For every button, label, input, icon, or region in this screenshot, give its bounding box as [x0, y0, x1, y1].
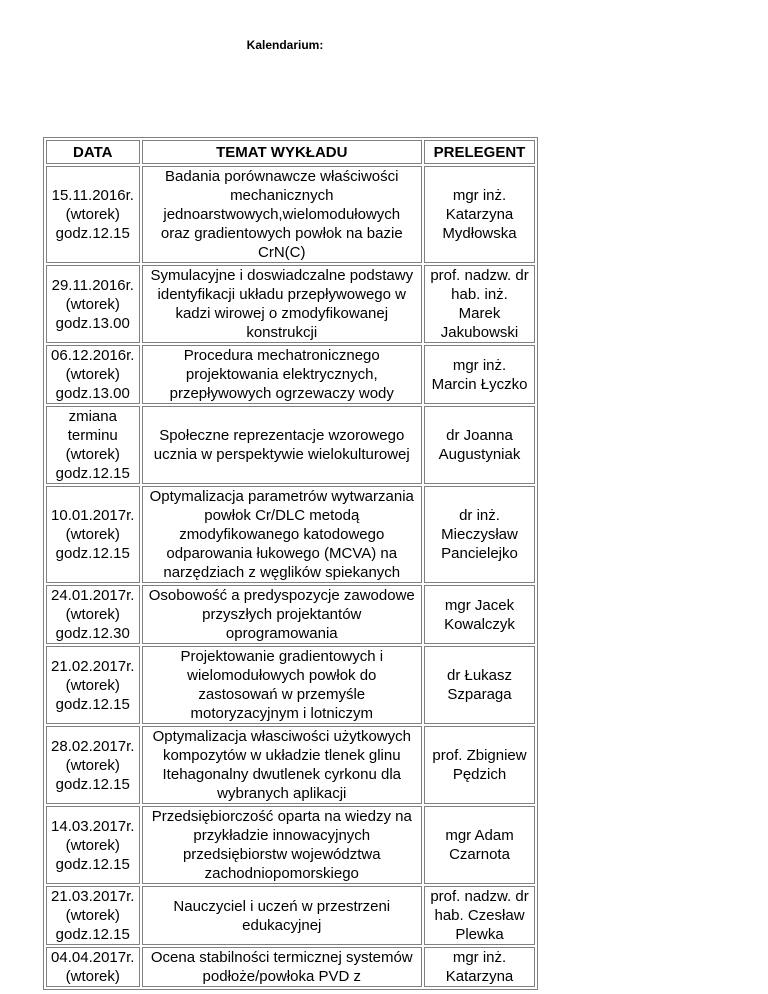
row-date: 14.03.2017r. (wtorek) godz.12.15	[46, 806, 140, 884]
row-topic: Badania porównawcze właściwości mechanicznych jednoarstwowych,wielomodułowych oraz gradientowych powłok na bazie CrN(C)	[142, 166, 423, 263]
row-topic: Symulacyjne i doswiadczalne podstawy identyfikacji układu przepływowego w kadzi wirowej o zmodyfikowanej konstrukcji	[142, 265, 423, 343]
table-row	[46, 486, 535, 583]
row-speaker: prof. nadzw. dr hab. inż. Marek Jakubowski	[424, 265, 535, 343]
row-date: 21.03.2017r. (wtorek) godz.12.15	[46, 886, 140, 945]
table-row	[46, 947, 535, 987]
row-date: 24.01.2017r. (wtorek) godz.12.30	[46, 585, 140, 644]
table-row	[46, 265, 535, 343]
row-topic: Osobowość a predyspozycje zawodowe przyszłych projektantów oprogramowania	[142, 585, 423, 644]
row-speaker: dr Joanna Augustyniak	[424, 406, 535, 484]
lecture-calendar-table	[43, 137, 538, 990]
header-date: DATA	[46, 140, 140, 164]
table-row	[46, 166, 535, 263]
row-date: 04.04.2017r. (wtorek)	[46, 947, 140, 987]
table-row	[46, 646, 535, 724]
table-row	[46, 886, 535, 945]
table-row	[46, 806, 535, 884]
table-row	[46, 406, 535, 484]
row-speaker: dr Łukasz Szparaga	[424, 646, 535, 724]
row-topic: Nauczyciel i uczeń w przestrzeni edukacyjnej	[142, 886, 423, 945]
row-topic: Optymalizacja własciwości użytkowych kompozytów w układzie tlenek glinu Itehagonalny dwutlenek cyrkonu dla wybranych aplikacji	[142, 726, 423, 804]
row-topic: Społeczne reprezentacje wzorowego ucznia w perspektywie wielokulturowej	[142, 406, 423, 484]
row-topic: Przedsiębiorczość oparta na wiedzy na przykładzie innowacyjnych przedsiębiorstw województwa zachodniopomorskiego	[142, 806, 423, 884]
row-topic: Optymalizacja parametrów wytwarzania powłok Cr/DLC metodą zmodyfikowanego katodowego odparowania łukowego (MCVA) na narzędziach z węglików spiekanych	[142, 486, 423, 583]
row-speaker: prof. Zbigniew Pędzich	[424, 726, 535, 804]
row-topic: Projektowanie gradientowych i wielomodułowych powłok do zastosowań w przemyśle motoryzacyjnym i lotniczym	[142, 646, 423, 724]
row-topic: Procedura mechatronicznego projektowania elektrycznych, przepływowych ogrzewaczy wody	[142, 345, 423, 404]
row-speaker: mgr Jacek Kowalczyk	[424, 585, 535, 644]
row-date: 28.02.2017r. (wtorek) godz.12.15	[46, 726, 140, 804]
header-speaker: PRELEGENT	[424, 140, 535, 164]
row-topic: Ocena stabilności termicznej systemów podłoże/powłoka PVD z	[142, 947, 423, 987]
row-speaker: mgr inż. Katarzyna Mydłowska	[424, 166, 535, 263]
row-speaker: mgr Adam Czarnota	[424, 806, 535, 884]
page-title: Kalendarium:	[246, 38, 324, 52]
row-speaker: mgr inż. Marcin Łyczko	[424, 345, 535, 404]
header-row	[46, 140, 535, 164]
table-row	[46, 585, 535, 644]
row-date: 10.01.2017r. (wtorek) godz.12.15	[46, 486, 140, 583]
row-date: 15.11.2016r. (wtorek) godz.12.15	[46, 166, 140, 263]
table-row	[46, 726, 535, 804]
row-date: 29.11.2016r. (wtorek) godz.13.00	[46, 265, 140, 343]
table-row	[46, 345, 535, 404]
header-topic: TEMAT WYKŁADU	[142, 140, 423, 164]
row-date: zmiana terminu (wtorek) godz.12.15	[46, 406, 140, 484]
row-date: 21.02.2017r. (wtorek) godz.12.15	[46, 646, 140, 724]
row-date: 06.12.2016r. (wtorek) godz.13.00	[46, 345, 140, 404]
row-speaker: prof. nadzw. dr hab. Czesław Plewka	[424, 886, 535, 945]
row-speaker: dr inż. Mieczysław Pancielejko	[424, 486, 535, 583]
row-speaker: mgr inż. Katarzyna	[424, 947, 535, 987]
